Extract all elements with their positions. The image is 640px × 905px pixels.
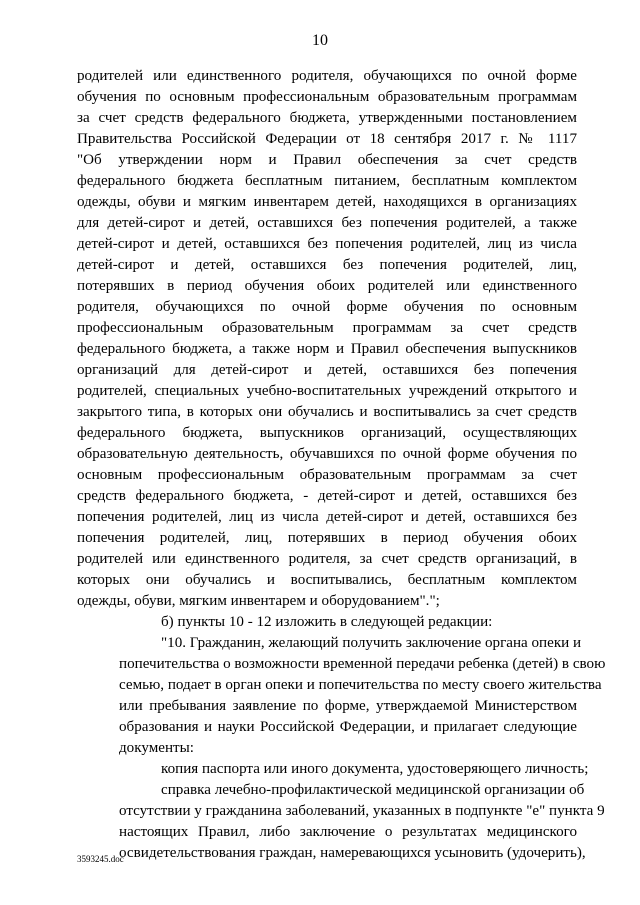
text-line: родителей или единственного родителя, обучающихся по очной форме bbox=[77, 68, 577, 84]
paragraph-p1 bbox=[77, 66, 577, 612]
text-line: "Об утверждении норм и Правил обеспечения за счет средств bbox=[77, 152, 577, 168]
text-line: родителя, обучающихся по очной форме обучения по основным bbox=[77, 299, 577, 315]
paragraph-p3 bbox=[77, 633, 606, 759]
text-line: б) пункты 10 - 12 изложить в следующей редакции: bbox=[161, 614, 493, 630]
text-line: обучения по основным профессиональным образовательным программам bbox=[77, 89, 577, 105]
text-line: "10. Гражданин, желающий получить заключение органа опеки и bbox=[161, 635, 582, 651]
text-line: попечения родителей, лиц, потерявших в период обучения обоих bbox=[77, 530, 577, 546]
text-line: или пребывания заявление по форме, утверждаемой Министерством bbox=[119, 698, 577, 714]
text-line: документы: bbox=[119, 740, 194, 756]
text-line: попечительства о возможности временной передачи ребенка (детей) в свою bbox=[119, 656, 606, 672]
document-body bbox=[77, 66, 606, 864]
text-line: копия паспорта или иного документа, удостоверяющего личность; bbox=[161, 761, 589, 777]
text-line: профессиональным образовательным программам за счет средств bbox=[77, 320, 577, 336]
paragraph-p2 bbox=[77, 612, 577, 633]
text-line: справка лечебно-профилактической медицинской организации об bbox=[161, 782, 585, 798]
text-line: отсутствии у гражданина заболеваний, указанных в подпункте "е" пункта 9 bbox=[119, 803, 605, 819]
text-line: для детей-сирот и детей, оставшихся без попечения родителей, а также bbox=[77, 215, 577, 231]
page-number: 10 bbox=[312, 32, 328, 49]
text-line: потерявших в период обучения обоих родителей или единственного bbox=[77, 278, 577, 294]
text-line: образовательную деятельность, обучавшихся по очной форме обучения по bbox=[77, 446, 577, 462]
paragraph-p4 bbox=[77, 759, 589, 780]
text-line: основным профессиональным образовательным программам за счет bbox=[77, 467, 577, 483]
text-line: которых они обучались и воспитывались, бесплатным комплектом bbox=[77, 572, 577, 588]
text-line: закрытого типа, в которых они обучались и воспитывались за счет средств bbox=[77, 404, 577, 420]
text-line: попечения родителей, лиц из числа детей-сирот и детей, оставшихся без bbox=[77, 509, 577, 525]
text-line: родителей или единственного родителя, за счет средств организаций, в bbox=[77, 551, 577, 567]
text-line: одежды, обуви и мягким инвентарем детей, находящихся в организациях bbox=[77, 194, 577, 210]
text-line: семью, подает в орган опеки и попечительства по месту своего жительства bbox=[119, 677, 602, 693]
text-line: Правительства Российской Федерации от 18 сентября 2017 г. № 1117 bbox=[77, 131, 577, 147]
paragraph-p5 bbox=[77, 780, 605, 864]
text-line: средств федерального бюджета, - детей-сирот и детей, оставшихся без bbox=[77, 488, 577, 504]
text-line: детей-сирот и детей, оставшихся без попечения родителей, лиц, bbox=[77, 257, 577, 273]
text-line: за счет средств федерального бюджета, утвержденными постановлением bbox=[77, 110, 577, 126]
text-line: детей-сирот и детей, оставшихся без попечения родителей, лиц из числа bbox=[77, 236, 577, 252]
text-line: образования и науки Российской Федерации, и прилагает следующие bbox=[119, 719, 577, 735]
footer-filename: 3593245.doc bbox=[77, 854, 124, 864]
text-line: одежды, обуви, мягким инвентарем и оборудованием"."; bbox=[77, 593, 440, 609]
text-line: настоящих Правил, либо заключение о результатах медицинского bbox=[119, 824, 577, 840]
text-line: освидетельствования граждан, намеревающихся усыновить (удочерить), bbox=[119, 845, 586, 861]
text-line: федерального бюджета, выпускников организаций, осуществляющих bbox=[77, 425, 577, 441]
text-line: федерального бюджета, а также норм и Правил обеспечения выпускников bbox=[77, 341, 577, 357]
text-line: родителей, специальных учебно-воспитательных учреждений открытого и bbox=[77, 383, 577, 399]
text-line: федерального бюджета бесплатным питанием, бесплатным комплектом bbox=[77, 173, 577, 189]
text-line: организаций для детей-сирот и детей, оставшихся без попечения bbox=[77, 362, 577, 378]
